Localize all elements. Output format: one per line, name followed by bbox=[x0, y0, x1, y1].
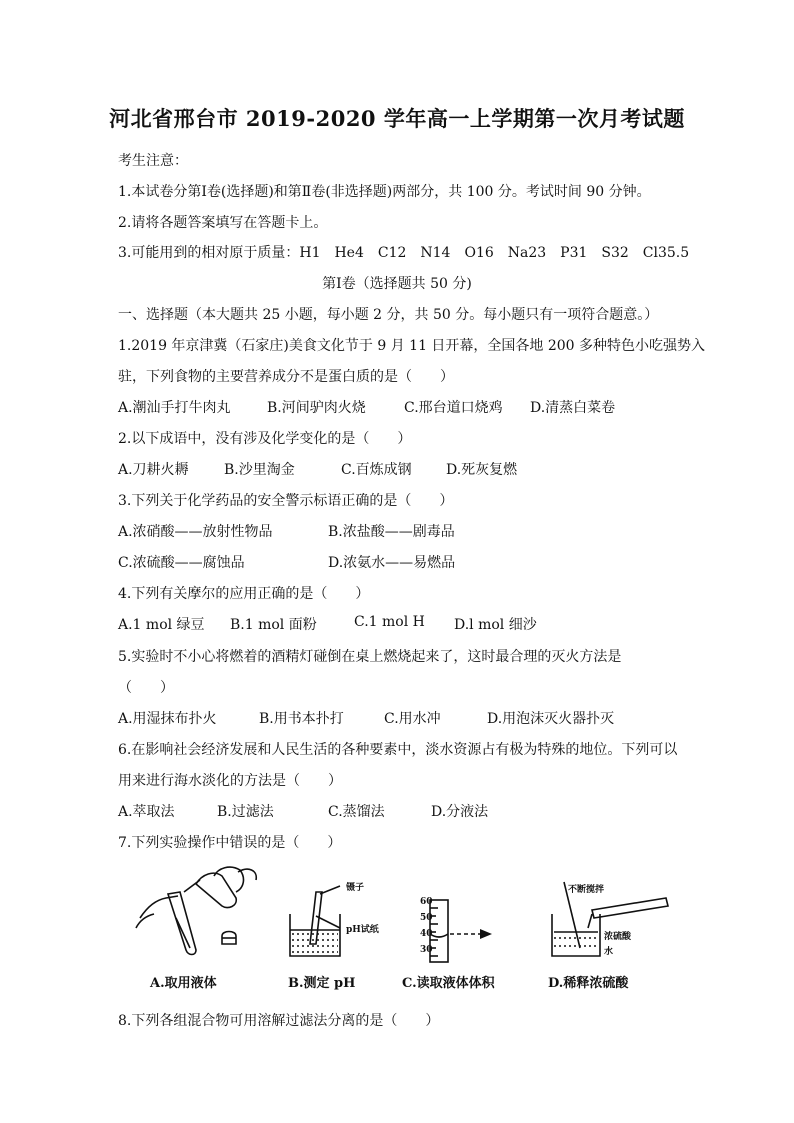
question-stem: 5.实验时不小心将燃着的酒精灯碰倒在桌上燃烧起来了，这时最合理的灭火方法是 bbox=[118, 649, 622, 665]
option-b: B.浓盐酸——剧毒品 bbox=[328, 524, 455, 540]
option-a: A.萃取法 bbox=[118, 804, 175, 820]
option-b: B.河间驴肉火烧 bbox=[267, 400, 366, 416]
question-stem: 驻，下列食物的主要营养成分不是蛋白质的是（ ） bbox=[118, 369, 454, 385]
scale-tick: 50 bbox=[420, 913, 433, 923]
option-c: C.用水冲 bbox=[384, 711, 441, 727]
question-stem: 2.以下成语中，没有涉及化学变化的是（ ） bbox=[118, 431, 412, 447]
option-d: D.l mol 细沙 bbox=[454, 617, 537, 633]
part-intro: 一、选择题（本大题共 25 小题，每小题 2 分，共 50 分。每小题只有一项符合题意。） bbox=[118, 307, 659, 323]
option-c: C.蒸馏法 bbox=[328, 804, 385, 820]
question-stem: （ ） bbox=[118, 680, 174, 696]
option-b: B.用书本扑打 bbox=[259, 711, 344, 727]
option-c: C.浓硫酸——腐蚀品 bbox=[118, 555, 245, 571]
option-a: A.用湿抹布扑火 bbox=[118, 711, 217, 727]
scale-tick: 60 bbox=[420, 897, 433, 907]
page-title: 河北省邢台市 2019-2020 学年高一上学期第一次月考试题 bbox=[109, 106, 685, 131]
question-stem: 6.在影响社会经济发展和人民生活的各种要素中，淡水资源占有极为特殊的地位。下列可以 bbox=[118, 742, 678, 758]
figure-caption-d: D.稀释浓硫酸 bbox=[548, 976, 629, 991]
notice-item: 3.可能用到的相对原于质量：H1 He4 C12 N14 O16 Na23 P31 S32 Cl35.5 bbox=[118, 245, 690, 261]
option-d: D.用泡沫灭火器扑灭 bbox=[487, 711, 615, 727]
option-b: B.沙里淘金 bbox=[224, 462, 295, 478]
section-title: 第Ⅰ卷（选择题共 50 分) bbox=[322, 276, 472, 292]
lab-figure bbox=[118, 858, 678, 968]
question-stem: 用来进行海水淡化的方法是（ ） bbox=[118, 773, 342, 789]
option-a: A.浓硝酸——放射性物品 bbox=[118, 524, 273, 540]
scale-tick: 40 bbox=[420, 929, 433, 939]
question-stem: 1.2019 年京津冀（石家庄)美食文化节于 9 月 11 日开幕，全国各地 200 多种特色小吃强势入 bbox=[118, 338, 706, 354]
option-b: B.1 mol 面粉 bbox=[230, 617, 317, 633]
option-c: C.邢台道口烧鸡 bbox=[404, 400, 503, 416]
option-a: A.1 mol 绿豆 bbox=[118, 617, 205, 633]
notice-heading: 考生注意： bbox=[118, 153, 188, 169]
question-stem: 7.下列实验操作中错误的是（ ） bbox=[118, 835, 342, 851]
tweezers-label: 镊子 bbox=[346, 883, 365, 893]
notice-item: 1.本试卷分第Ⅰ卷(选择题)和第Ⅱ卷(非选择题)两部分，共 100 分。考试时间 90 分钟。 bbox=[118, 184, 651, 200]
figure-caption-b: B.测定 pH bbox=[288, 976, 356, 991]
graduated-cylinder-drawing bbox=[430, 900, 492, 962]
option-d: D.分液法 bbox=[431, 804, 489, 820]
water-label: 水 bbox=[604, 947, 614, 957]
option-d: D.浓氨水——易燃品 bbox=[328, 555, 456, 571]
option-d: D.死灰复燃 bbox=[446, 462, 518, 478]
pouring-liquid-drawing bbox=[136, 867, 256, 954]
option-c: C.1 mol H bbox=[354, 614, 425, 630]
acid-label: 浓硫酸 bbox=[604, 932, 632, 942]
question-stem: 8.下列各组混合物可用溶解过滤法分离的是（ ） bbox=[118, 1013, 440, 1029]
ph-test-drawing bbox=[290, 886, 340, 956]
ph-paper-label: pH试纸 bbox=[346, 925, 379, 935]
question-stem: 4.下列有关摩尔的应用正确的是（ ） bbox=[118, 586, 370, 602]
figure-caption-c: C.读取液体体积 bbox=[402, 976, 495, 991]
question-stem: 3.下列关于化学药品的安全警示标语正确的是（ ） bbox=[118, 493, 454, 509]
stir-label: 不断搅拌 bbox=[568, 885, 605, 895]
option-c: C.百炼成钢 bbox=[341, 462, 412, 478]
scale-tick: 30 bbox=[420, 945, 433, 955]
option-d: D.清蒸白菜卷 bbox=[530, 400, 616, 416]
figure-caption-a: A.取用液体 bbox=[150, 976, 217, 991]
option-a: A.潮汕手打牛肉丸 bbox=[118, 400, 231, 416]
option-a: A.刀耕火耨 bbox=[118, 462, 189, 478]
notice-item: 2.请将各题答案填写在答题卡上。 bbox=[118, 215, 328, 231]
option-b: B.过滤法 bbox=[217, 804, 274, 820]
